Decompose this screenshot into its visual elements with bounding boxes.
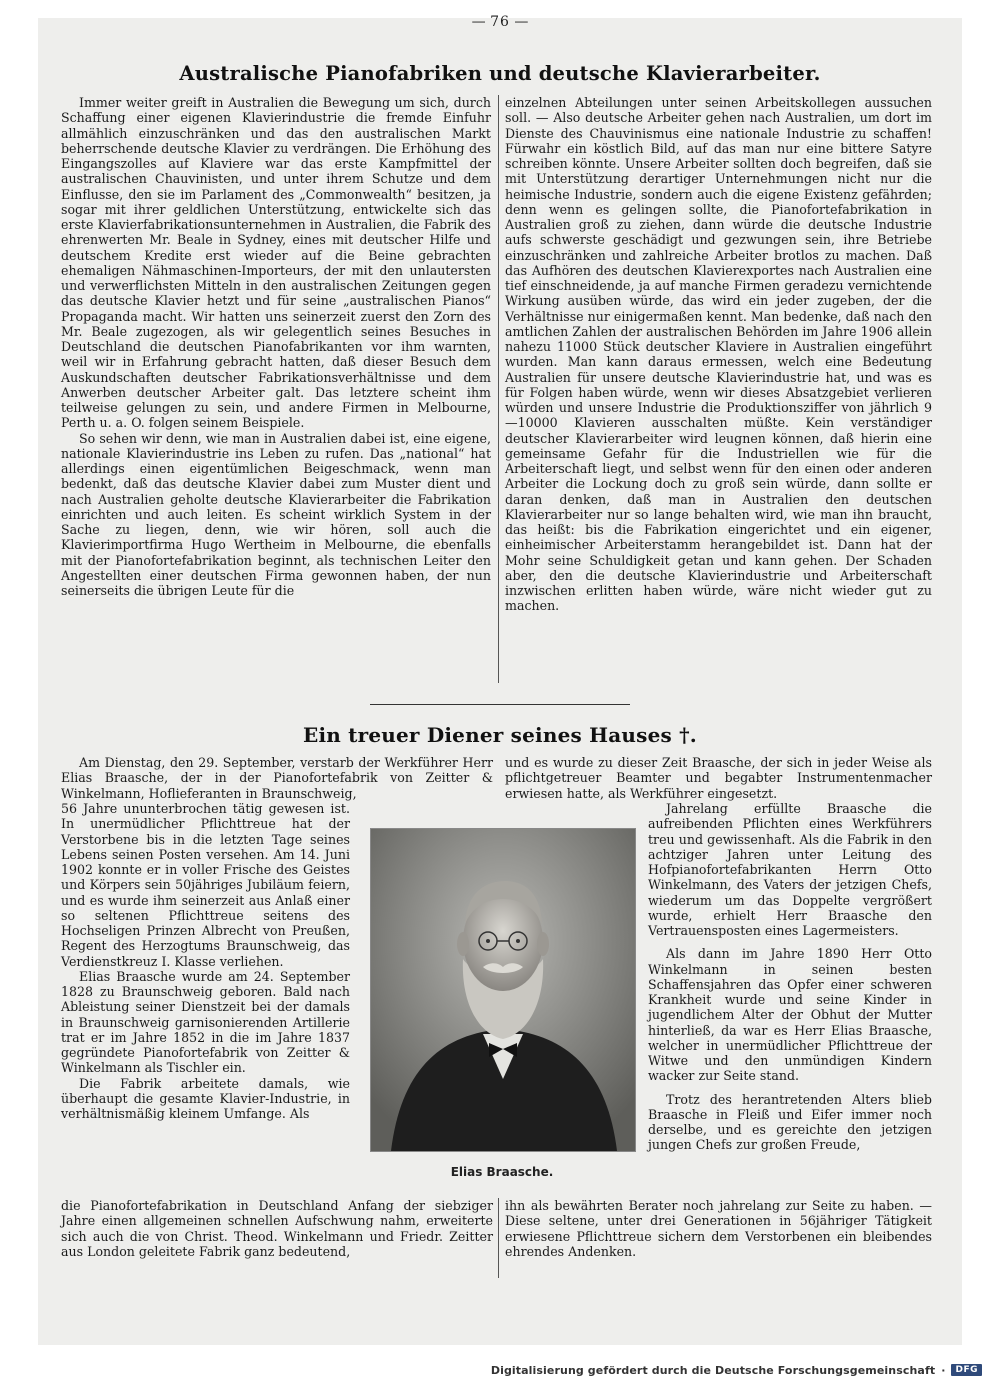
article2-intro-left xyxy=(61,755,493,801)
paragraph: 56 Jahre ununterbrochen tätig gewesen ist. In unermüdlicher Pflichttreue hat der Verstorbene bis in die letzten Tage seines Lebens seinen Posten versehen. Am 14. Juni 1902 konnte er in voller Frische des Geistes und Körpers sein 50jähriges Jubiläum feiern, und es wurde ihm seinerzeit aus Anlaß einer so seltenen Pflichttreue seitens des Hochseligen Prinzen Albrecht von Preußen, Regent des Herzogtums Braunschweig, das Verdienstkreuz I. Klasse verliehen. xyxy=(61,801,350,969)
article1-title: Australische Pianofabriken und deutsche Klavierarbeiter. xyxy=(179,62,821,85)
article2-left-column xyxy=(61,801,350,1121)
paragraph: So sehen wir denn, wie man in Australien dabei ist, eine eigene, nationale Klavierindustrie ins Leben zu rufen. Das „national“ hat allerdings einen eigentümlichen Beigeschmack, wenn man bedenkt, daß das deutsche Klavier dabei zum Muster dient und nach Australien geholte deutsche Klavierarbeiter die Fabrikation einrichten und auch leiten. Es scheint wirklich System in der Sache zu liegen, denn, wie wir hören, soll auch die Klavierimportfirma Hugo Wertheim in Melbourne, die ebenfalls mit der Pianofortefabrikation beginnt, als technischen Leiter den Angestellten einer deutschen Firma gewonnen haben, der nun seinerseits die übrigen Leute für die xyxy=(61,430,491,598)
paragraph: die Pianofortefabrikation in Deutschland Anfang der siebziger Jahre einen allgemeinen schnellen Aufschwung nahm, erweiterte sich auch die von Christ. Theod. Winkelmann und Friedr. Zeitter aus London geleitete Fabrik ganz bedeutend, xyxy=(61,1198,493,1259)
column-divider xyxy=(498,1198,499,1278)
article2-title: Ein treuer Diener seines Hauses †. xyxy=(303,723,697,747)
article2-bottom-right xyxy=(505,1198,932,1259)
digitization-footer xyxy=(491,1362,982,1378)
article1-right-column xyxy=(505,95,932,614)
photo-caption: Elias Braasche. xyxy=(450,1165,554,1179)
article1-left-column xyxy=(61,95,491,598)
paragraph: Immer weiter greift in Australien die Bewegung um sich, durch Schaffung einer eigenen Klavierindustrie die fremde Einfuhr allmählich einzuschränken und das den australischen Markt beherrschende deutsche Klavier zu verdrängen. Die Erhöhung des Eingangszolles auf Klaviere war das erste Kampfmittel der australischen Chauvinisten, und unter ihrem Schutze und dem Einflusse, den sie im Parlament des „Commonwealth“ besitzen, ja sogar mit ihrer geldlichen Unterstützung, entwickelte sich das erste Klavierfabrikationsunternehmen in Australien, die Fabrik des ehrenwerten Mr. Beale in Sydney, eines mit deutscher Hilfe und deutschem Kredite erst wieder auf die Beine gebrachten ehemaligen Nähmaschinen-Importeurs, der mit den unlautersten und verwerflichsten Mitteln in den australischen Zeitungen gegen das deutsche Klavier hetzt und für seine „australischen Pianos“ Propaganda macht. Wir hatten uns seinerzeit zuerst den Zorn des Mr. Beale zugezogen, als wir gelegentlich seines Besuches in Deutschland die deutschen Pianofabrikanten vor ihm warnten, weil wir in Erfahrung gebracht hatten, daß dieser Besuch dem Auskundschaften deutscher Fabrikationsverhältnisse und dem Anwerben deutscher Arbeiter galt. Das letztere scheint ihm teilweise gelungen zu sein, und andere Firmen in Melbourne, Perth u. a. O. folgen seinem Beispiele. xyxy=(61,95,491,431)
page-number-value: 76 xyxy=(490,14,510,30)
paragraph: Elias Braasche wurde am 24. September 1828 zu Braunschweig geboren. Bald nach Ableistung seiner Dienstzeit bei der damals in Braunschweig garnisonierenden Artillerie trat er im Jahre 1852 in die im Jahre 1837 gegründete Pianofortefabrik von Zeitter & Winkelmann als Tischler ein. xyxy=(61,968,350,1076)
article2-intro-right xyxy=(505,755,932,801)
footer-text: Digitalisierung gefördert durch die Deutsche Forschungsgemeinschaft xyxy=(490,1363,936,1377)
paragraph: Am Dienstag, den 29. September, verstarb der Werkführer Herr Elias Braasche, der in der Pianofortefabrik von Zeitter & Winkelmann, Hoflieferanten in Braunschweig, xyxy=(61,755,493,801)
paragraph: und es wurde zu dieser Zeit Braasche, der sich in jeder Weise als pflichtgetreuer Beamter und begabter Instrumentenmacher erwiesen hatte, als Werkführer eingesetzt. xyxy=(505,755,932,801)
paragraph: Als dann im Jahre 1890 Herr Otto Winkelmann in seinen besten Schaffensjahren das Opfer einer schweren Krankheit wurde und seine Kinder in jugendlichem Alter der Obhut der Mutter hinterließ, da war es Herr Elias Braasche, welcher in unermüdlicher Pflichttreue der Witwe und den unmündigen Kindern wacker zur Seite stand. xyxy=(648,946,932,1084)
article2-right-column xyxy=(648,801,932,1153)
portrait-photo xyxy=(370,828,636,1152)
page-number: — 76 — xyxy=(471,14,529,30)
paragraph: Trotz des herantretenden Alters blieb Braasche in Fleiß und Eifer immer noch derselbe, und es gereichte den jetzigen jungen Chefs zur großen Freude, xyxy=(648,1091,932,1153)
article2-bottom-left xyxy=(61,1198,493,1259)
separator-dot: · xyxy=(941,1363,946,1377)
column-divider xyxy=(498,95,499,683)
paragraph: Die Fabrik arbeitete damals, wie überhaupt die gesamte Klavier-Industrie, in verhältnismäßig kleinem Umfange. Als xyxy=(61,1075,350,1121)
paragraph: ihn als bewährten Berater noch jahrelang zur Seite zu haben. — Diese seltene, unter drei Generationen in 56jähriger Tätigkeit erwiesene Pflichttreue sichern dem Verstorbenen ein bleibendes ehrendes Andenken. xyxy=(505,1198,932,1259)
paragraph: einzelnen Abteilungen unter seinen Arbeitskollegen aussuchen soll. — Also deutsche Arbeiter gehen nach Australien, um dort im Dienste des Chauvinismus eine nationale Industrie zu schaffen! Fürwahr ein köstlich Bild, auf das man nur eine bittere Satyre schreiben könnte. Unsere Arbeiter sollten doch begreifen, daß sie mit Unterstützung derartiger Unternehmungen nicht nur die heimische Industrie, sondern auch die eigene Existenz gefährden; denn wenn es gelingen sollte, die Pianofortefabrikation in Australien groß zu ziehen, dann würde die deutsche Industrie aufs schwerste geschädigt und gezwungen sein, ihre Betriebe einzuschränken und zahlreiche Arbeiter brotlos zu machen. Daß das Aufhören des deutschen Klavierexportes nach Australien eine tief einschneidende, ja auf manche Firmen geradezu vernichtende Wirkung ausüben würde, das wird ein jeder zugeben, der die Verhältnisse nur einigermaßen kennt. Man bedenke, daß nach den amtlichen Zahlen der australischen Behörden im Jahre 1906 allein nahezu 11000 Stück deutscher Klaviere in Australien eingeführt wurden. Man kann daraus ermessen, welch eine Bedeutung Australien für unsere deutsche Klavierindustrie hat, und was es für Folgen haben würde, wenn wir dieses Absatzgebiet verlieren würden und unsere Industrie die Produktionsziffer von jährlich 9—10000 Klavieren ausschalten müßte. Kein verständiger deutscher Klavierarbeiter wird leugnen können, daß hierin eine gemeinsame Gefahr für die Industriellen wie für die Arbeiterschaft liegt, und selbst wenn für den einen oder anderen Arbeiter die Lockung doch zu groß sein würde, dann sollte er daran denken, daß man in Australien den deutschen Klavierarbeiter nur so lange behalten wird, wie man ihn braucht, das heißt: bis die Fabrikation eingerichtet und ein eigener, einheimischer Arbeiterstamm herangebildet ist. Dann hat der Mohr seine Schuldigkeit getan und kann gehen. Der Schaden aber, den die deutsche Klavierindustrie und Arbeiterschaft inzwischen erlitten haben würde, wäre nicht wieder gut zu machen. xyxy=(505,95,932,614)
portrait-illustration xyxy=(371,829,635,1151)
article-separator xyxy=(370,704,630,705)
paragraph: Jahrelang erfüllte Braasche die aufreibenden Pflichten eines Werkführers treu und gewissenhaft. Als die Fabrik in den achtziger Jahren unter Leitung des Hofpianofortefabrikanten Herrn Otto Winkelmann, des Vaters der jetzigen Chefs, wiederum um das Doppelte vergrößert wurde, erhielt Herr Braasche den Vertrauensposten eines Lagermeisters. xyxy=(648,801,932,938)
dfg-logo-icon: DFG xyxy=(951,1364,982,1376)
